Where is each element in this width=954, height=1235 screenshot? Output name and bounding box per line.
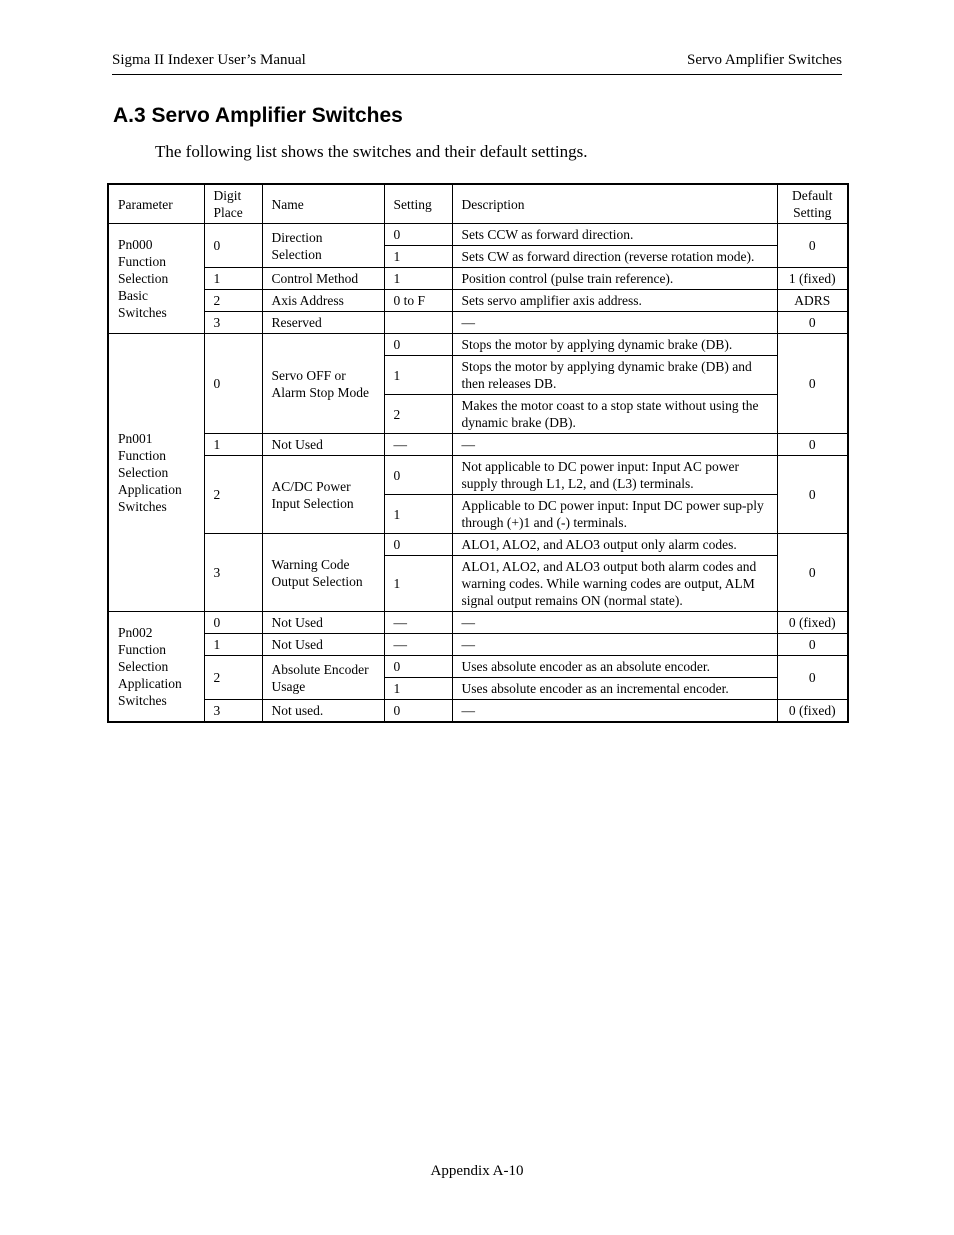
setting-value: 0 — [384, 700, 452, 723]
setting-description: Position control (pulse train reference). — [452, 268, 777, 290]
digit-place: 2 — [204, 290, 262, 312]
switch-name: Warning Code Output Selection — [262, 534, 384, 612]
digit-place: 1 — [204, 268, 262, 290]
default-setting: 0 — [777, 656, 848, 700]
setting-value: — — [384, 612, 452, 634]
switch-name: Axis Address — [262, 290, 384, 312]
digit-place: 3 — [204, 534, 262, 612]
table-header-row — [108, 184, 848, 224]
setting-value: 1 — [384, 268, 452, 290]
running-header-title: Sigma II Indexer User’s Manual — [112, 52, 306, 68]
switch-name: Not Used — [262, 634, 384, 656]
header-parameter: Parameter — [108, 184, 204, 224]
table-row — [108, 224, 848, 246]
digit-place: 1 — [204, 434, 262, 456]
setting-description: Applicable to DC power input: Input DC power sup-ply through (+)1 and (-) terminals. — [452, 495, 777, 534]
digit-place: 1 — [204, 634, 262, 656]
setting-value: 2 — [384, 395, 452, 434]
section-title: A.3 Servo Amplifier Switches — [113, 104, 403, 127]
switch-name: Not used. — [262, 700, 384, 723]
setting-value: 0 — [384, 456, 452, 495]
switch-name: Direction Selection — [262, 224, 384, 268]
switch-name: Reserved — [262, 312, 384, 334]
digit-place: 2 — [204, 656, 262, 700]
setting-description: Uses absolute encoder as an absolute encoder. — [452, 656, 777, 678]
setting-description: ALO1, ALO2, and ALO3 output only alarm codes. — [452, 534, 777, 556]
page-number: Appendix A-10 — [430, 1163, 524, 1179]
setting-value: 1 — [384, 356, 452, 395]
default-setting: 0 — [777, 434, 848, 456]
param-pn000: Pn000 Function Selection Basic Switches — [108, 224, 204, 334]
header-divider — [112, 74, 842, 75]
default-setting: 0 — [777, 312, 848, 334]
header-default-setting: Default Setting — [777, 184, 848, 224]
setting-description: Sets CW as forward direction (reverse rotation mode). — [452, 246, 777, 268]
setting-value: 1 — [384, 495, 452, 534]
setting-value: — — [384, 434, 452, 456]
table-row — [108, 700, 848, 723]
table-row — [108, 312, 848, 334]
setting-description: Not applicable to DC power input: Input AC power supply through L1, L2, and (L3) terminals. — [452, 456, 777, 495]
param-pn002: Pn002 Function Selection Application Switches — [108, 612, 204, 723]
setting-value: 1 — [384, 246, 452, 268]
switch-name: Absolute Encoder Usage — [262, 656, 384, 700]
switch-name: Servo OFF or Alarm Stop Mode — [262, 334, 384, 434]
header-description: Description — [452, 184, 777, 224]
header-digit-place: Digit Place — [204, 184, 262, 224]
switch-name: Not Used — [262, 612, 384, 634]
digit-place: 0 — [204, 334, 262, 434]
default-setting: 0 — [777, 534, 848, 612]
setting-description: Uses absolute encoder as an incremental encoder. — [452, 678, 777, 700]
digit-place: 3 — [204, 312, 262, 334]
table-row — [108, 268, 848, 290]
default-setting: 0 — [777, 224, 848, 268]
table-row — [108, 612, 848, 634]
digit-place: 2 — [204, 456, 262, 534]
default-setting: 0 (fixed) — [777, 612, 848, 634]
switch-name: Control Method — [262, 268, 384, 290]
table-row — [108, 634, 848, 656]
setting-value: 1 — [384, 678, 452, 700]
table-row — [108, 434, 848, 456]
setting-value: 0 — [384, 224, 452, 246]
running-header-section: Servo Amplifier Switches — [687, 52, 842, 68]
default-setting: 0 — [777, 334, 848, 434]
setting-description: Makes the motor coast to a stop state without using the dynamic brake (DB). — [452, 395, 777, 434]
setting-value: 0 — [384, 334, 452, 356]
table-row — [108, 290, 848, 312]
table-row — [108, 534, 848, 556]
setting-description: ALO1, ALO2, and ALO3 output both alarm codes and warning codes. While warning codes are output, ALM signal output remains ON (normal state). — [452, 556, 777, 612]
setting-description: — — [452, 700, 777, 723]
setting-description: Sets servo amplifier axis address. — [452, 290, 777, 312]
header-setting: Setting — [384, 184, 452, 224]
digit-place: 0 — [204, 612, 262, 634]
setting-description: Stops the motor by applying dynamic brake (DB). — [452, 334, 777, 356]
table-row — [108, 656, 848, 678]
setting-description: — — [452, 634, 777, 656]
setting-value: 0 — [384, 656, 452, 678]
switch-name: AC/DC Power Input Selection — [262, 456, 384, 534]
setting-description: — — [452, 612, 777, 634]
digit-place: 0 — [204, 224, 262, 268]
table-row — [108, 456, 848, 495]
setting-description: — — [452, 312, 777, 334]
default-setting: 0 — [777, 456, 848, 534]
setting-description: Sets CCW as forward direction. — [452, 224, 777, 246]
default-setting: 0 (fixed) — [777, 700, 848, 723]
default-setting: ADRS — [777, 290, 848, 312]
setting-value — [384, 312, 452, 334]
header-name: Name — [262, 184, 384, 224]
default-setting: 1 (fixed) — [777, 268, 848, 290]
setting-value: — — [384, 634, 452, 656]
param-pn001: Pn001 Function Selection Application Switches — [108, 334, 204, 612]
switch-name: Not Used — [262, 434, 384, 456]
setting-description: Stops the motor by applying dynamic brake (DB) and then releases DB. — [452, 356, 777, 395]
setting-value: 0 — [384, 534, 452, 556]
switch-parameter-table — [107, 183, 849, 723]
setting-value: 0 to F — [384, 290, 452, 312]
setting-value: 1 — [384, 556, 452, 612]
table-row — [108, 334, 848, 356]
intro-text: The following list shows the switches and their default settings. — [155, 142, 588, 161]
setting-description: — — [452, 434, 777, 456]
default-setting: 0 — [777, 634, 848, 656]
digit-place: 3 — [204, 700, 262, 723]
